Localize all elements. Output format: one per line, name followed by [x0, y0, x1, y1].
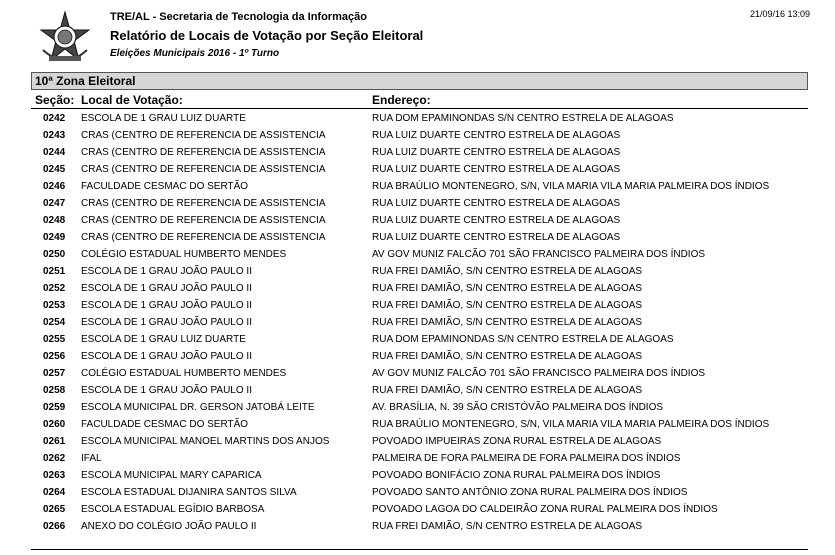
address: RUA LUIZ DUARTE CENTRO ESTRELA DE ALAGOAS — [372, 130, 621, 141]
report-datetime: 21/09/16 13:09 — [750, 9, 811, 19]
table-row — [0, 348, 835, 365]
section-number: 0242 — [43, 113, 66, 124]
table-row — [0, 433, 835, 450]
table-row — [0, 450, 835, 467]
section-number: 0264 — [43, 487, 66, 498]
section-number: 0262 — [43, 453, 66, 464]
section-number: 0255 — [43, 334, 66, 345]
address: AV GOV MUNIZ FALCÃO 701 SÃO FRANCISCO PALMEIRA DOS ÍNDIOS — [372, 368, 706, 379]
section-number: 0248 — [43, 215, 66, 226]
table-row — [0, 484, 835, 501]
section-number: 0253 — [43, 300, 66, 311]
section-number: 0265 — [43, 504, 66, 515]
voting-location: CRAS (CENTRO DE REFERENCIA DE ASSISTENCIA — [81, 215, 326, 226]
brazil-coat-of-arms-icon — [37, 10, 93, 66]
zone-header-bar — [31, 72, 808, 90]
voting-location: ESCOLA DE 1 GRAU LUIZ DUARTE — [81, 334, 246, 345]
address: POVOADO LAGOA DO CALDEIRÃO ZONA RURAL PALMEIRA DOS ÍNDIOS — [372, 504, 718, 515]
table-row — [0, 127, 835, 144]
voting-location: ESCOLA MUNICIPAL DR. GERSON JATOBÁ LEITE — [81, 402, 315, 413]
column-header-endereco: Endereço: — [372, 93, 431, 107]
section-number: 0266 — [43, 521, 66, 532]
table-row — [0, 399, 835, 416]
table-row — [0, 314, 835, 331]
address: RUA FREI DAMIÃO, S/N CENTRO ESTRELA DE ALAGOAS — [372, 351, 643, 362]
table-row — [0, 195, 835, 212]
address: RUA LUIZ DUARTE CENTRO ESTRELA DE ALAGOAS — [372, 232, 621, 243]
address: RUA LUIZ DUARTE CENTRO ESTRELA DE ALAGOAS — [372, 147, 621, 158]
section-number: 0243 — [43, 130, 66, 141]
address: RUA LUIZ DUARTE CENTRO ESTRELA DE ALAGOAS — [372, 215, 621, 226]
voting-location: CRAS (CENTRO DE REFERENCIA DE ASSISTENCIA — [81, 164, 326, 175]
address: RUA BRAÚLIO MONTENEGRO, S/N, VILA MARIA VILA MARIA PALMEIRA DOS ÍNDIOS — [372, 419, 770, 430]
address: RUA FREI DAMIÃO, S/N CENTRO ESTRELA DE ALAGOAS — [372, 300, 643, 311]
column-header-local: Local de Votação: — [81, 93, 183, 107]
voting-location: ESCOLA DE 1 GRAU JOÃO PAULO II — [81, 351, 252, 362]
voting-location: ESCOLA DE 1 GRAU LUIZ DUARTE — [81, 113, 246, 124]
voting-location: ESCOLA MUNICIPAL MARY CAPARICA — [81, 470, 262, 481]
table-row — [0, 467, 835, 484]
table-row — [0, 416, 835, 433]
address: RUA FREI DAMIÃO, S/N CENTRO ESTRELA DE ALAGOAS — [372, 385, 643, 396]
table-row — [0, 365, 835, 382]
address: RUA DOM EPAMINONDAS S/N CENTRO ESTRELA DE ALAGOAS — [372, 334, 674, 345]
section-number: 0252 — [43, 283, 66, 294]
section-number: 0246 — [43, 181, 66, 192]
table-row — [0, 501, 835, 518]
column-header-secao: Seção: — [35, 93, 75, 107]
voting-location: FACULDADE CESMAC DO SERTÃO — [81, 181, 249, 192]
section-number: 0250 — [43, 249, 66, 260]
voting-location: ESCOLA DE 1 GRAU JOÃO PAULO II — [81, 266, 252, 277]
address: AV GOV MUNIZ FALCÃO 701 SÃO FRANCISCO PALMEIRA DOS ÍNDIOS — [372, 249, 706, 260]
section-number: 0245 — [43, 164, 66, 175]
table-row — [0, 144, 835, 161]
section-number: 0256 — [43, 351, 66, 362]
voting-location: ESCOLA MUNICIPAL MANOEL MARTINS DOS ANJOS — [81, 436, 330, 447]
voting-location: CRAS (CENTRO DE REFERENCIA DE ASSISTENCIA — [81, 198, 326, 209]
voting-location: ESCOLA ESTADUAL EGÍDIO BARBOSA — [81, 504, 265, 515]
address: POVOADO IMPUEIRAS ZONA RURAL ESTRELA DE ALAGOAS — [372, 436, 662, 447]
voting-location: ESCOLA DE 1 GRAU JOÃO PAULO II — [81, 385, 252, 396]
table-row — [0, 212, 835, 229]
table-row — [0, 382, 835, 399]
section-number: 0259 — [43, 402, 66, 413]
section-number: 0260 — [43, 419, 66, 430]
voting-location: IFAL — [81, 453, 102, 464]
table-row — [0, 280, 835, 297]
report-organization: TRE/AL - Secretaria de Tecnologia da Informação — [110, 11, 367, 23]
voting-locations-table — [0, 110, 835, 535]
section-number: 0263 — [43, 470, 66, 481]
table-row — [0, 331, 835, 348]
voting-location: ESCOLA DE 1 GRAU JOÃO PAULO II — [81, 300, 252, 311]
address: POVOADO BONIFÁCIO ZONA RURAL PALMEIRA DOS ÍNDIOS — [372, 470, 661, 481]
footer-divider — [31, 549, 808, 550]
section-number: 0249 — [43, 232, 66, 243]
table-row — [0, 518, 835, 535]
voting-location: CRAS (CENTRO DE REFERENCIA DE ASSISTENCIA — [81, 147, 326, 158]
header-divider — [31, 108, 808, 109]
address: RUA FREI DAMIÃO, S/N CENTRO ESTRELA DE ALAGOAS — [372, 317, 643, 328]
voting-location: ESCOLA DE 1 GRAU JOÃO PAULO II — [81, 283, 252, 294]
section-number: 0251 — [43, 266, 66, 277]
voting-location: ANEXO DO COLÉGIO JOÃO PAULO II — [81, 521, 257, 532]
voting-location: ESCOLA ESTADUAL DIJANIRA SANTOS SILVA — [81, 487, 297, 498]
voting-location: COLÉGIO ESTADUAL HUMBERTO MENDES — [81, 368, 287, 379]
section-number: 0244 — [43, 147, 66, 158]
table-row — [0, 110, 835, 127]
voting-location: CRAS (CENTRO DE REFERENCIA DE ASSISTENCIA — [81, 130, 326, 141]
address: AV. BRASÍLIA, N. 39 SÃO CRISTÓVÃO PALMEIRA DOS ÍNDIOS — [372, 402, 664, 413]
table-row — [0, 161, 835, 178]
voting-location: ESCOLA DE 1 GRAU JOÃO PAULO II — [81, 317, 252, 328]
report-title: Relatório de Locais de Votação por Seção Eleitoral — [110, 28, 424, 43]
section-number: 0257 — [43, 368, 66, 379]
address: RUA FREI DAMIÃO, S/N CENTRO ESTRELA DE ALAGOAS — [372, 283, 643, 294]
address: RUA LUIZ DUARTE CENTRO ESTRELA DE ALAGOAS — [372, 164, 621, 175]
table-row — [0, 246, 835, 263]
section-number: 0261 — [43, 436, 66, 447]
voting-location: CRAS (CENTRO DE REFERENCIA DE ASSISTENCIA — [81, 232, 326, 243]
report-subtitle: Eleições Municipais 2016 - 1º Turno — [110, 48, 280, 59]
address: RUA LUIZ DUARTE CENTRO ESTRELA DE ALAGOAS — [372, 198, 621, 209]
address: RUA FREI DAMIÃO, S/N CENTRO ESTRELA DE ALAGOAS — [372, 521, 643, 532]
section-number: 0254 — [43, 317, 66, 328]
section-number: 0247 — [43, 198, 66, 209]
voting-location: COLÉGIO ESTADUAL HUMBERTO MENDES — [81, 249, 287, 260]
address: RUA DOM EPAMINONDAS S/N CENTRO ESTRELA DE ALAGOAS — [372, 113, 674, 124]
address: PALMEIRA DE FORA PALMEIRA DE FORA PALMEIRA DOS ÍNDIOS — [372, 453, 681, 464]
zone-label: 10ª Zona Eleitoral — [35, 74, 136, 88]
address: RUA BRAÚLIO MONTENEGRO, S/N, VILA MARIA VILA MARIA PALMEIRA DOS ÍNDIOS — [372, 181, 770, 192]
voting-location: FACULDADE CESMAC DO SERTÃO — [81, 419, 249, 430]
table-row — [0, 297, 835, 314]
address: POVOADO SANTO ANTÔNIO ZONA RURAL PALMEIRA DOS ÍNDIOS — [372, 487, 688, 498]
section-number: 0258 — [43, 385, 66, 396]
address: RUA FREI DAMIÃO, S/N CENTRO ESTRELA DE ALAGOAS — [372, 266, 643, 277]
table-row — [0, 263, 835, 280]
table-row — [0, 178, 835, 195]
table-row — [0, 229, 835, 246]
